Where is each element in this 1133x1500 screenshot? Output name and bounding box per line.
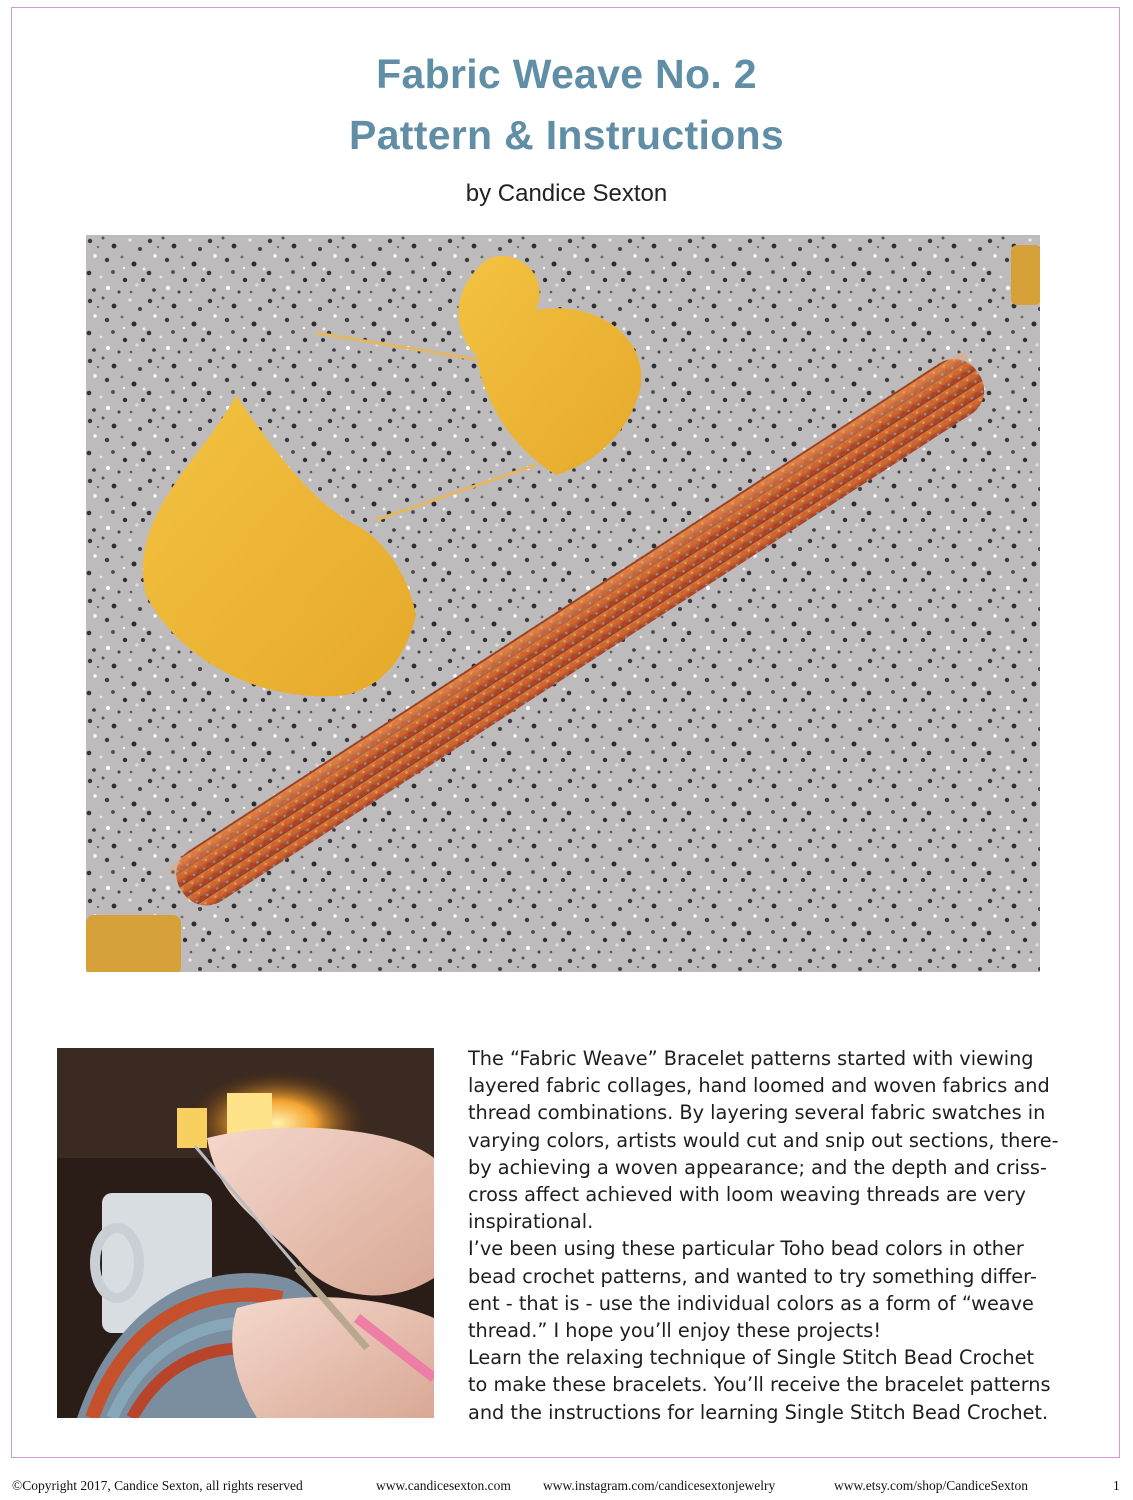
intro-text [468, 1045, 1108, 1426]
title-line-1: Fabric Weave No. 2 [376, 51, 757, 97]
inset-photo [57, 1048, 434, 1418]
page-number: 1 [1113, 1478, 1120, 1493]
title-line-2: Pattern & Instructions [349, 112, 784, 158]
footer-instagram-link[interactable]: www.instagram.com/candicesextonjewelry [543, 1478, 776, 1493]
byline: by Candice Sexton [465, 180, 668, 207]
footer-etsy-link[interactable]: www.etsy.com/shop/CandiceSexton [834, 1478, 1028, 1493]
footer-copyright: ©Copyright 2017, Candice Sexton, all rights reserved [12, 1478, 303, 1493]
intro-paragraph-1: The “Fabric Weave” Bracelet patterns started with viewing layered fabric collages, hand loomed and woven fabrics and thread combinations. By layering several fabric swatches in varying colors, artists would cut and snip out sections, there- by achieving a woven appearance; and the depth and criss- cross affect achieved with loom weaving threads are very inspirational. [468, 1047, 1059, 1234]
intro-paragraph-2: I’ve been using these particular Toho bead colors in other bead crochet patterns, and wanted to try something differ- ent - that is - use the individual colors as a form of “weave thread.” I hope you’ll enjoy these projects! [468, 1237, 1037, 1343]
intro-paragraph-3: Learn the relaxing technique of Single Stitch Bead Crochet to make these bracelets. You’ll receive the bracelet patterns and the instructions for learning Single Stitch Bead Crochet. [468, 1346, 1051, 1424]
hero-photo [86, 235, 1040, 972]
footer-website-link[interactable]: www.candicesexton.com [376, 1478, 511, 1493]
